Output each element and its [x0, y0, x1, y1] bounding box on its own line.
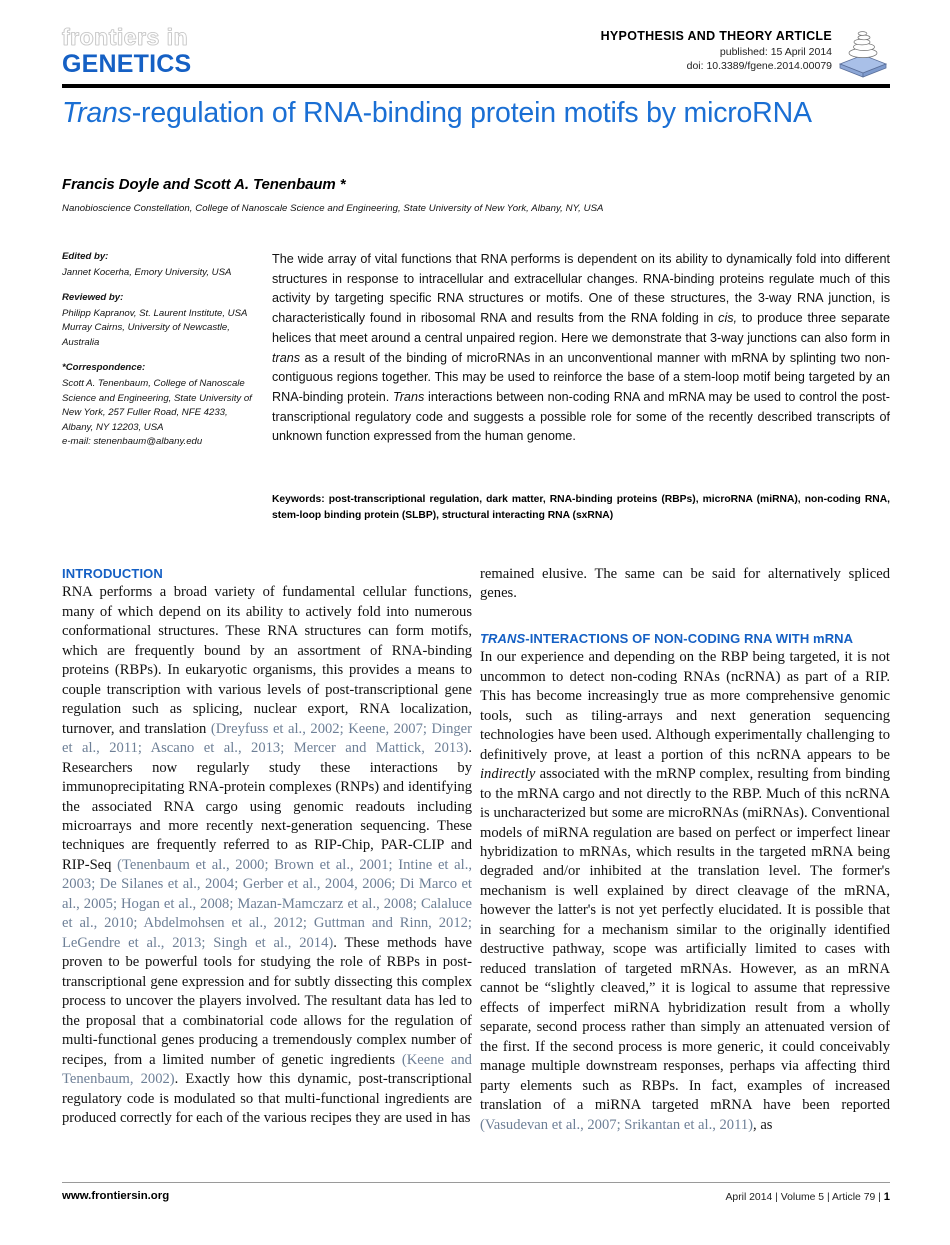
title-italic-lead: Trans	[62, 97, 132, 129]
reviewer-1-text: Philipp Kapranov, St. Laurent Institute, USA	[62, 307, 248, 319]
abstract-italic-trans: trans	[272, 350, 300, 365]
footer-issue-text: April 2014 | Volume 5 | Article 79 |	[725, 1192, 884, 1203]
header-divider	[62, 84, 890, 88]
intro-text-c: . These methods have proven to be powerful tools for studying the role of RBPs in post-transcriptional gene expression and for subtly dissecting this complex process to uncover the players involved. The resultant data has led to the proposal that a combinatorial code allows for the regulation of multi-functional genes producing a tremendously complex number of recipes, from a limited number of genetic ingredients	[62, 934, 473, 1068]
title-rest: -regulation of RNA-binding protein motifs by microRNA	[131, 97, 812, 129]
trans-italic-indirectly: indirectly	[480, 766, 536, 783]
intro-text-b: . Researchers now regularly study these interactions by immunoprecipitating RNA-protein complexes (RNPs) and identifying the associated RNA cargo using genomic readouts including microarrays and more recently next-generation sequencing. These techniques are frequently referred to as RIP-Chip, PAR-CLIP and RIP-Seq	[62, 740, 472, 873]
section-heading-rest: -INTERACTIONS OF NON-CODING RNA WITH mRNA	[525, 630, 854, 646]
trans-text-c: , as	[753, 1116, 773, 1133]
intro-paragraph	[62, 583, 472, 1128]
masthead	[62, 26, 890, 82]
doi-text: doi: 10.3389/fgene.2014.00079	[686, 60, 832, 73]
reviewer-2-text: Murray Cairns, University of Newcastle, Australia	[62, 322, 230, 348]
affiliation-text: Nanobioscience Constellation, College of Nanoscale Science and Engineering, State University of New York, Albany, NY, USA	[62, 203, 604, 214]
citation-group-4[interactable]: (Vasudevan et al., 2007; Srikantan et al., 2011)	[480, 1116, 754, 1133]
logo-journal-name: GENETICS	[62, 50, 192, 78]
body-column-left	[62, 565, 472, 1128]
abstract-part-1: The wide array of vital functions that RNA performs is dependent on its ability to dynamically fold into different structures in response to intracellular and extracellular changes. RNA-binding proteins regulate much of this activity by targeting specific RNA structures or motifs. One of these structures, the 3-way RNA junction, is characteristically found in ribosomal RNA and results from the RNA folding in	[272, 252, 890, 326]
abstract-part-4: interactions between non-coding RNA and mRNA may be used to control the post-transcriptional regulatory code and suggests a possible role for some of the recently described transcripts of unknown function expressed from the human genome.	[272, 389, 891, 444]
frontiers-stacked-discs-logo-icon	[834, 26, 892, 78]
author-list: Francis Doyle and Scott A. Tenenbaum *	[62, 176, 346, 193]
citation-group-3[interactable]: (Keene and Tenenbaum, 2002)	[62, 1051, 472, 1088]
journal-logo	[62, 26, 292, 77]
keywords-line	[272, 492, 890, 525]
correspondence-label: *Correspondence:	[62, 362, 146, 374]
citation-group-1[interactable]: (Dreyfuss et al., 2002; Keene, 2007; Dinger et al., 2011; Ascano et al., 2013; Mercer and Mattick, 2013)	[62, 720, 472, 757]
body-column-right	[480, 565, 890, 1135]
citation-group-2[interactable]: (Tenenbaum et al., 2000; Brown et al., 2001; Intine et al., 2003; De Silanes et al., 2004; Gerber et al., 2004, 2006; Di Marco et al., 2005; Hogan et al., 2008; Mazan-Mamczarz et al., 2008; Calaluce et al., 2010; Abdelmohsen et al., 2012; Guttman and Rinn, 2012; LeGendre et al., 2013; Singh et al., 2014)	[62, 856, 472, 951]
footer-website-link[interactable]: www.frontiersin.org	[62, 1190, 170, 1202]
trans-text-a: In our experience and depending on the RBP being targeted, it is not uncommon to detect non-coding RNAs (ncRNA) as part of a RIP. This has become increasingly true as more comprehensive genomic tools, such as tiling-arrays and next generation sequencing technologies have been used. Although experimentally challenging to definitively prove, at least a portion of this ncRNA appears to be	[480, 649, 890, 763]
section-heading-introduction: INTRODUCTION	[62, 566, 163, 581]
logo-frontiers-in-text: frontiers in	[62, 24, 189, 50]
footer-divider	[62, 1182, 890, 1183]
article-type-label: HYPOTHESIS AND THEORY ARTICLE	[600, 29, 832, 43]
trans-interactions-paragraph	[480, 648, 890, 1135]
abstract-italic-trans-2: Trans	[392, 389, 425, 404]
footer-page-number: 1	[883, 1191, 890, 1203]
trans-text-b: associated with the mRNP complex, resulting from binding to the mRNA cargo and not directly to the RBP. Much of this ncRNA is uncharacterized but some are microRNAs (miRNAs). Conventional models of miRNA regulation are based on perfect or imperfect linear hybridization to mRNAs, which results in the targeted mRNA being degraded and/or inhibited at the translation level. The former's mechanism is well explained by direct cleavage of the mRNA, however the latter's is not yet perfectly elucidated. It is possible that in searching for a mechanism similar to the originally identified destructive pathway, scope was artificially limited to cases with reduced translation of targeted mRNAs. However, as an mRNA cannot be “slightly cleaved,” it is logical to assume that repressive effects of imperfect miRNA hybridization result from a wholly separate, second process rather than simply an attenuated version of the first. If the second process is more generic, it could conceivably manage multiple downstream responses, perhaps via affecting third party elements such as RBPs. In fact, examples of increased translation of a miRNA targeted mRNA have been reported	[480, 766, 890, 1114]
abstract-part-3: as a result of the binding of microRNAs in an unconventional manner with mRNA by splinting two non-contiguous regions together. This may be used to reinforce the base of a stem-loop motif being targeted by an RNA-binding protein.	[272, 350, 890, 404]
correspondence-email[interactable]: e-mail: stenenbaum@albany.edu	[62, 436, 203, 448]
section-heading-trans-interactions	[480, 630, 890, 647]
keywords-text: post-transcriptional regulation, dark matter, RNA-binding proteins (RBPs), microRNA (miRNA), non-coding RNA, stem-loop binding protein (SLBP), structural interacting RNA (sxRNA)	[272, 494, 890, 522]
header-article-meta	[601, 28, 832, 73]
abstract-text	[272, 250, 890, 447]
abstract-part-2: to produce three separate helices that meet around a central unpaired region. Here we demonstrate that 3-way junctions can also form in	[272, 311, 890, 345]
page-title	[62, 96, 862, 131]
edited-by-text: Jannet Kocerha, Emory University, USA	[62, 266, 232, 278]
section-heading-italic-trans: TRANS	[480, 630, 526, 646]
published-date: published: 15 April 2014	[719, 45, 832, 58]
intro-text-a: RNA performs a broad variety of fundamental cellular functions, many of which depend on its ability to actively fold into numerous conformational structures. These RNA structures can form motifs, which are frequently bound by an assortment of RNA-binding proteins (RBPs). In eukaryotic organisms, this provides a means to couple transcription with various levels of post-transcriptional gene regulation such as splicing, nuclear export, RNA localization, turnover, and translation	[62, 584, 472, 737]
footer-issue-info	[725, 1191, 890, 1203]
intro-text-d: . Exactly how this dynamic, post-transcriptional regulatory code is modulated so that multi-functional ingredients are produced correctly for each of the various recipes they are used in has	[62, 1071, 472, 1126]
editorial-sidebar	[62, 250, 252, 450]
continued-paragraph: remained elusive. The same can be said for alternatively spliced genes.	[480, 566, 890, 602]
edited-by-label: Edited by:	[62, 251, 109, 262]
correspondence-address: Scott A. Tenenbaum, College of Nanoscale Science and Engineering, State University of New York, 257 Fuller Road, NFE 4233, Albany, NY 12203, USA	[62, 378, 252, 433]
keywords-label: Keywords:	[272, 494, 325, 505]
reviewed-by-label: Reviewed by:	[62, 292, 124, 304]
abstract-italic-cis: cis,	[718, 311, 738, 326]
